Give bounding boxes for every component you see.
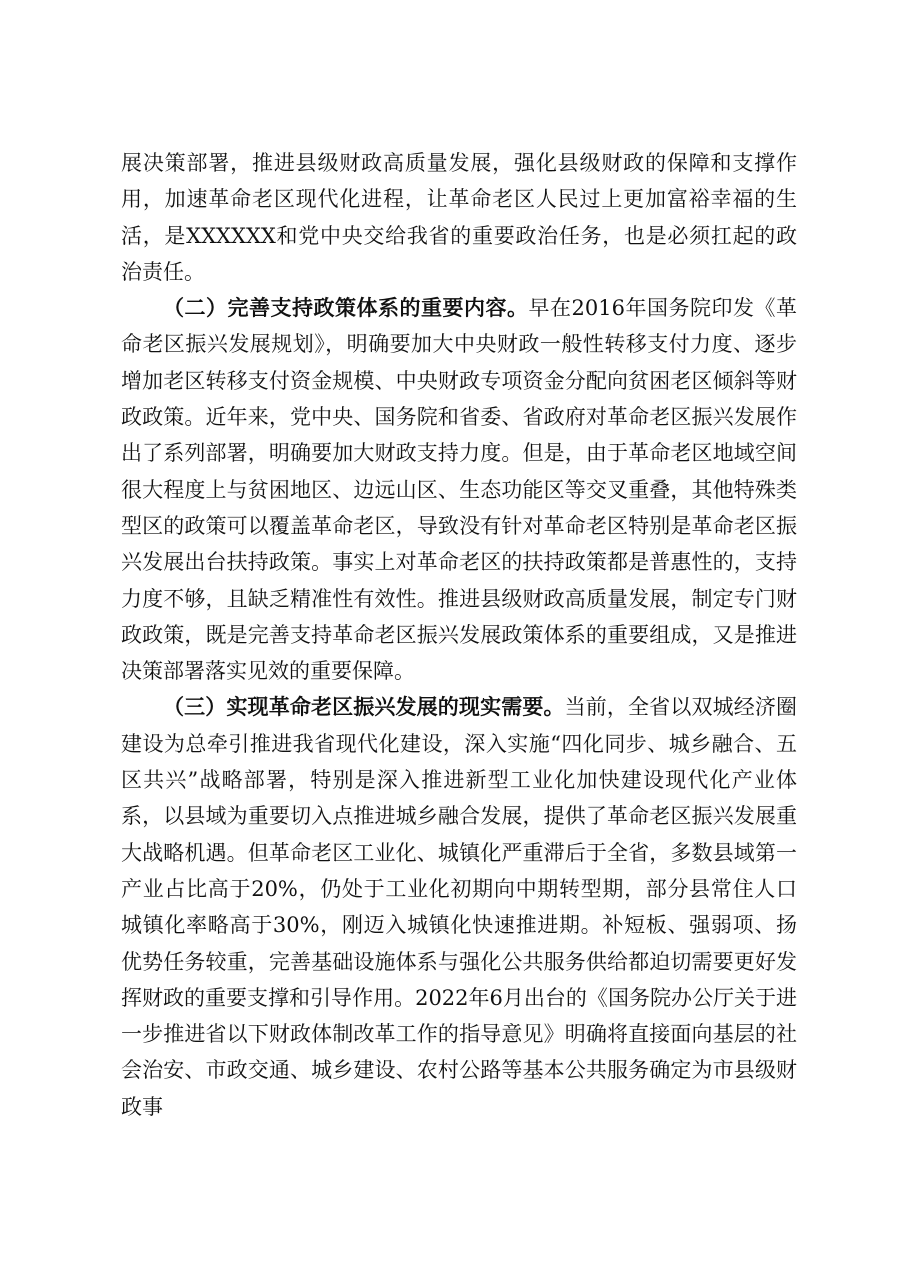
section-2-body: 早在2016年国务院印发《革命老区振兴发展规划》，明确要加大中央财政一般性转移支付力度、逐步增加老区转移支付资金规模、中央财政专项资金分配向贫困老区倾斜等财政政策。近年来，党中央、国务院和省委、省政府对革命老区振兴发展作出了系列部署，明确要加大财政支持力度。但是，由于革命老区地域空间很大程度上与贫困地区、边远山区、生态功能区等交叉重叠，其他特殊类型区的政策可以覆盖革命老区，导致没有针对革命老区特别是革命老区振兴发展出台扶持政策。事实上对革命老区的扶持政策都是普惠性的，支持力度不够，且缺乏精准性有效性。推进县级财政高质量发展，制定专门财政政策，既是完善支持革命老区振兴发展政策体系的重要组成，又是推进决策部署落实见效的重要保障。: [121, 296, 797, 684]
section-3-heading: （三）实现革命老区振兴发展的现实需要。: [163, 694, 565, 720]
document-body: [121, 145, 797, 1125]
paragraph-section-3: [121, 689, 797, 1125]
paragraph-section-2: [121, 290, 797, 689]
paragraph-continuation: [121, 145, 797, 290]
section-2-heading: （二）完善支持政策体系的重要内容。: [163, 295, 529, 321]
paragraph-1-body: 展决策部署，推进县级财政高质量发展，强化县级财政的保障和支撑作用，加速革命老区现代化进程，让革命老区人民过上更加富裕幸福的生活，是XXXXXX和党中央交给我省的重要政治任务，也是必须扛起的政治责任。: [121, 151, 797, 284]
section-3-body: 当前，全省以双城经济圈建设为总牵引推进我省现代化建设，深入实施“四化同步、城乡融合、五区共兴”战略部署，特别是深入推进新型工业化加快建设现代化产业体系，以县域为重要切入点推进城乡融合发展，提供了革命老区振兴发展重大战略机遇。但革命老区工业化、城镇化严重滞后于全省，多数县域第一产业占比高于20%，仍处于工业化初期向中期转型期，部分县常住人口城镇化率略高于30%，刚迈入城镇化快速推进期。补短板、强弱项、扬优势任务较重，完善基础设施体系与强化公共服务供给都迫切需要更好发挥财政的重要支撑和引导作用。2022年6月出台的《国务院办公厅关于进一步推进省以下财政体制改革工作的指导意见》明确将直接面向基层的社会治安、市政交通、城乡建设、农村公路等基本公共服务确定为市县级财政事: [121, 695, 798, 1119]
